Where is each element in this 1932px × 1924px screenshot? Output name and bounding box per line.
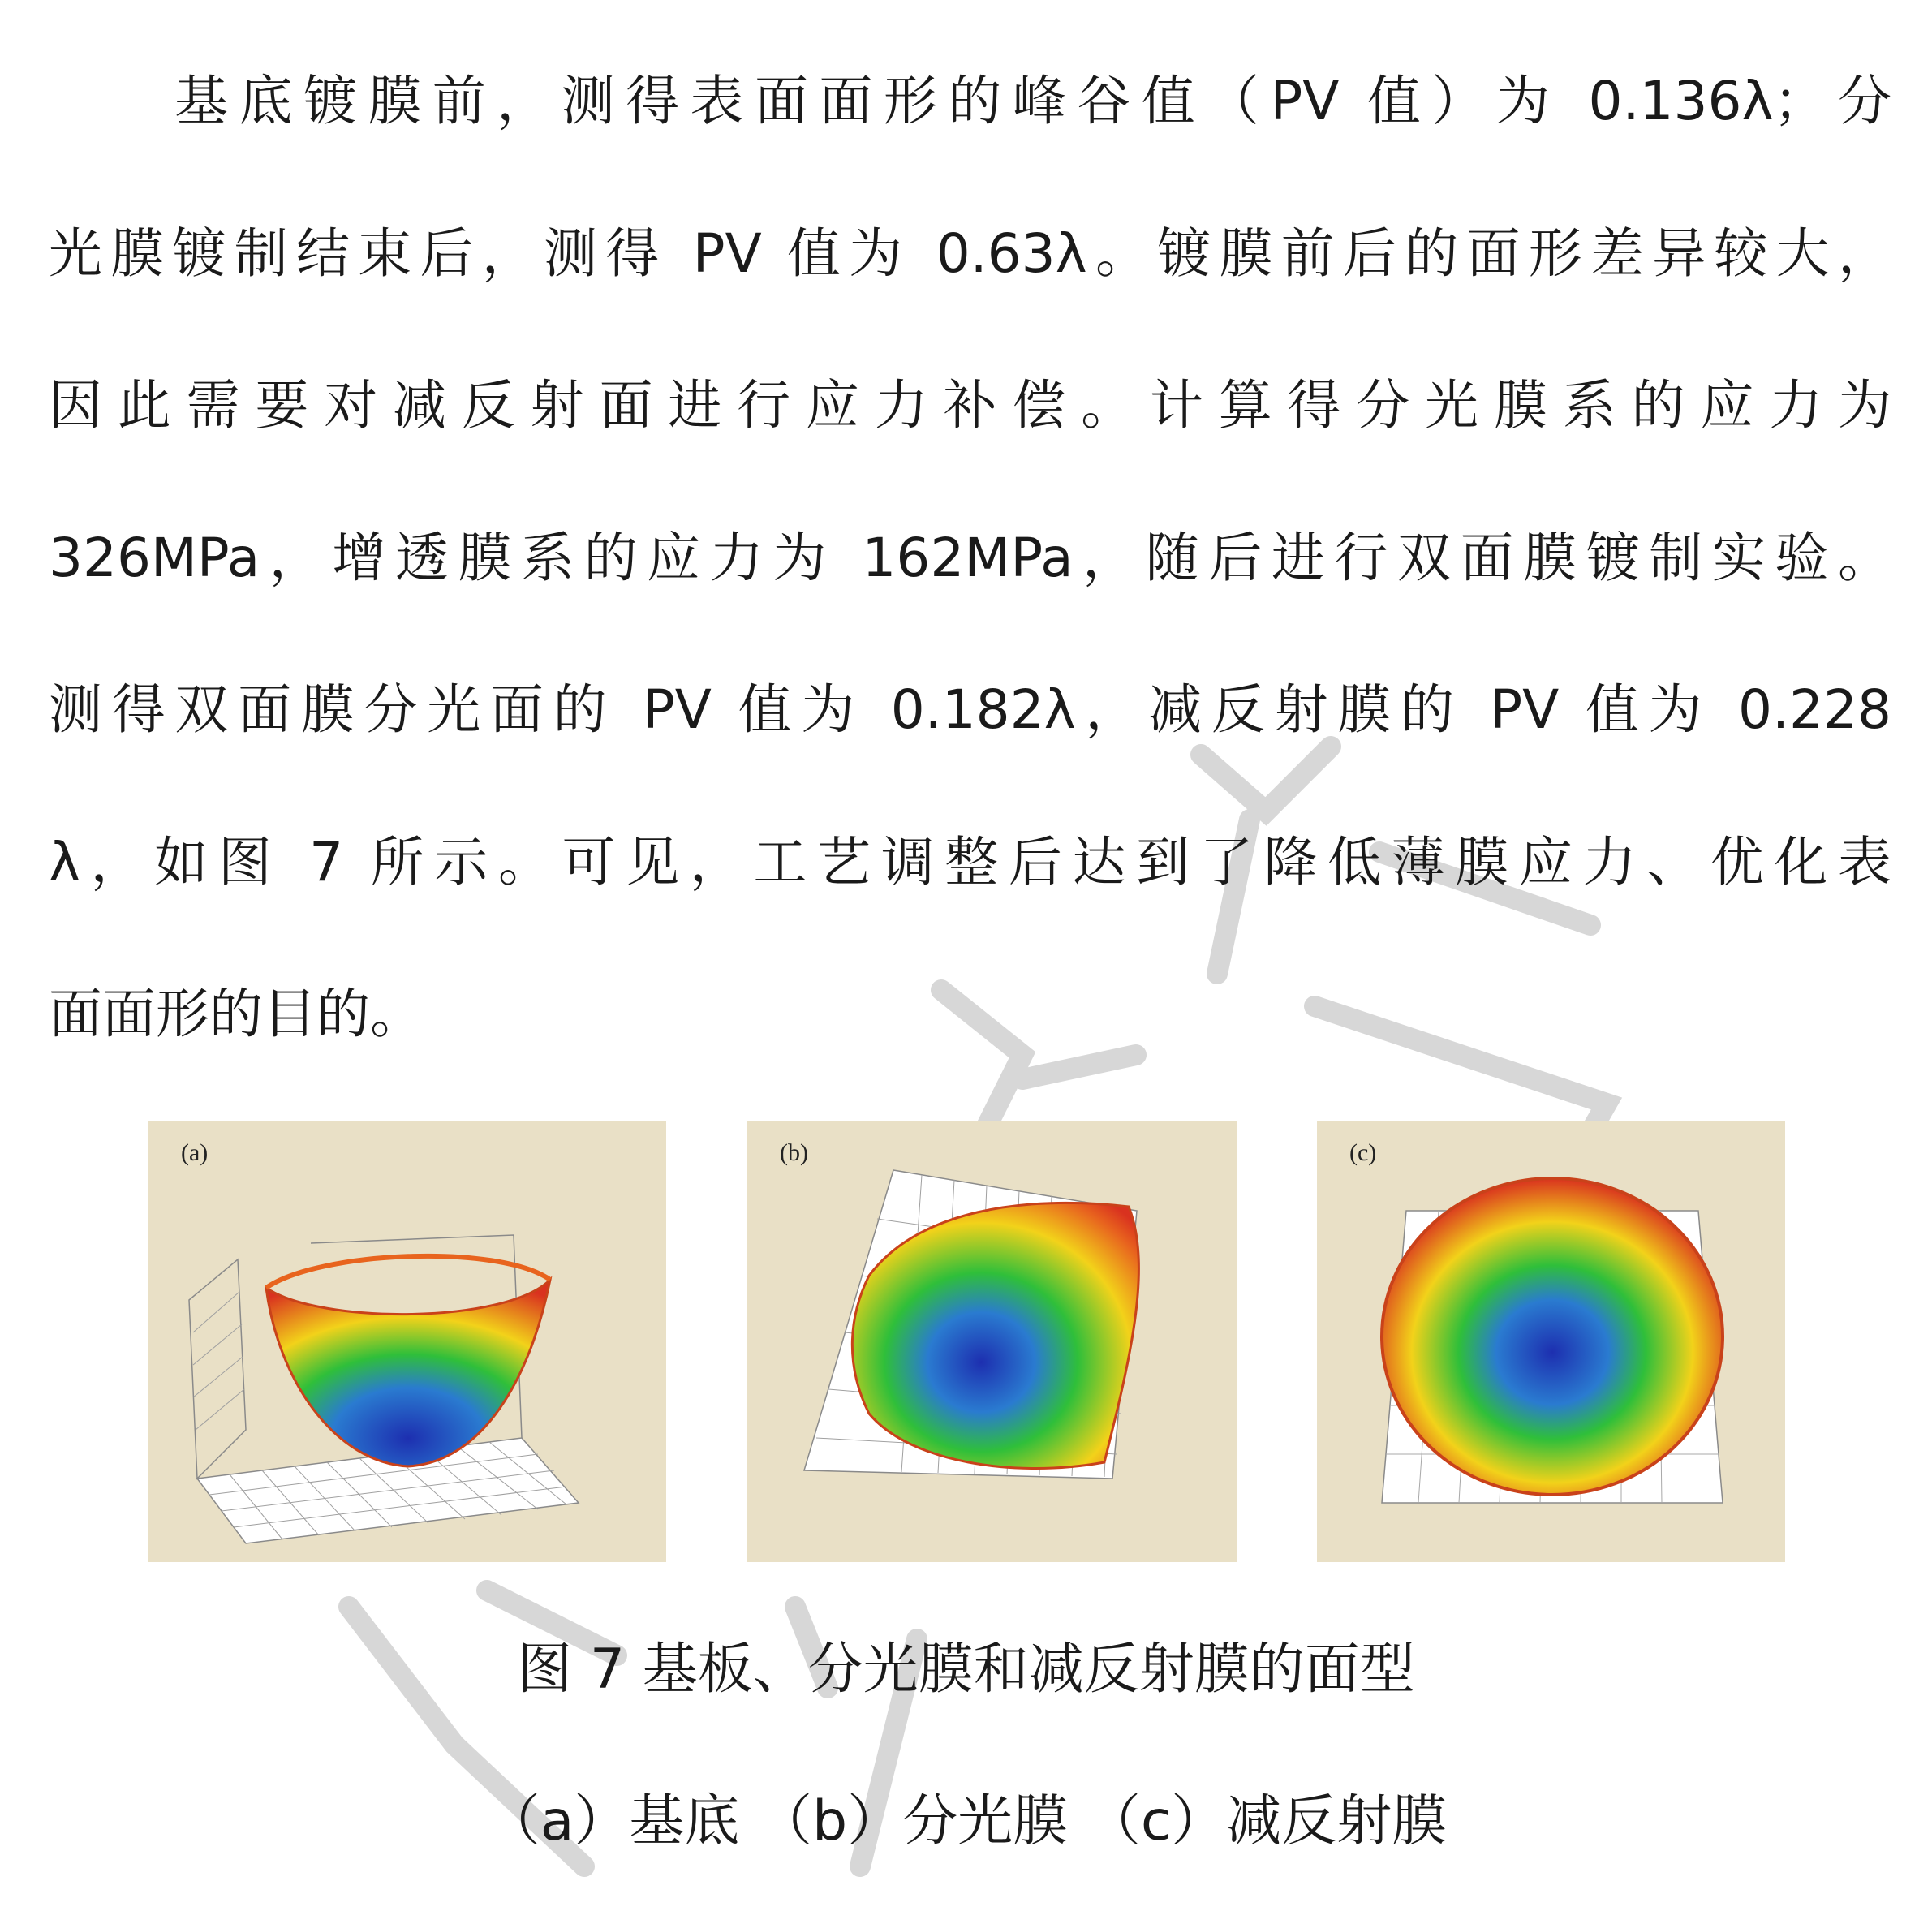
figure-caption-subpanels: （a）基底 （b）分光膜 （c）减反射膜 [484, 1789, 1448, 1853]
paragraph-line-3: 因此需要对减反射面进行应力补偿。计算得分光膜系的应力为 [49, 374, 1891, 437]
panel-label-a: (a) [181, 1139, 209, 1166]
surface-plot-a [148, 1121, 666, 1562]
figure-panel-b [747, 1121, 1237, 1562]
surface-plot-c [1317, 1121, 1785, 1562]
surface-plot-b [747, 1121, 1237, 1562]
figure-panel-c [1317, 1121, 1785, 1562]
paragraph-line-1: 基底镀膜前，测得表面面形的峰谷值（PV 值）为 0.136λ；分 [174, 70, 1891, 132]
panel-label-b: (b) [780, 1139, 808, 1166]
figure-caption-title: 图 7 基板、分光膜和减反射膜的面型 [517, 1638, 1415, 1702]
figure-panel-a [148, 1121, 666, 1562]
panel-label-c: (c) [1349, 1139, 1377, 1166]
paragraph-line-5: 测得双面膜分光面的 PV 值为 0.182λ，减反射膜的 PV 值为 0.228 [49, 678, 1891, 741]
paragraph-line-2: 光膜镀制结束后，测得 PV 值为 0.63λ。镀膜前后的面形差异较大， [49, 222, 1891, 285]
paragraph-line-4: 326MPa，增透膜系的应力为 162MPa，随后进行双面膜镀制实验。 [49, 527, 1891, 589]
paragraph-line-6: λ，如图 7 所示。可见，工艺调整后达到了降低薄膜应力、优化表 [49, 831, 1891, 893]
paragraph-line-7: 面面形的目的。 [49, 983, 424, 1045]
